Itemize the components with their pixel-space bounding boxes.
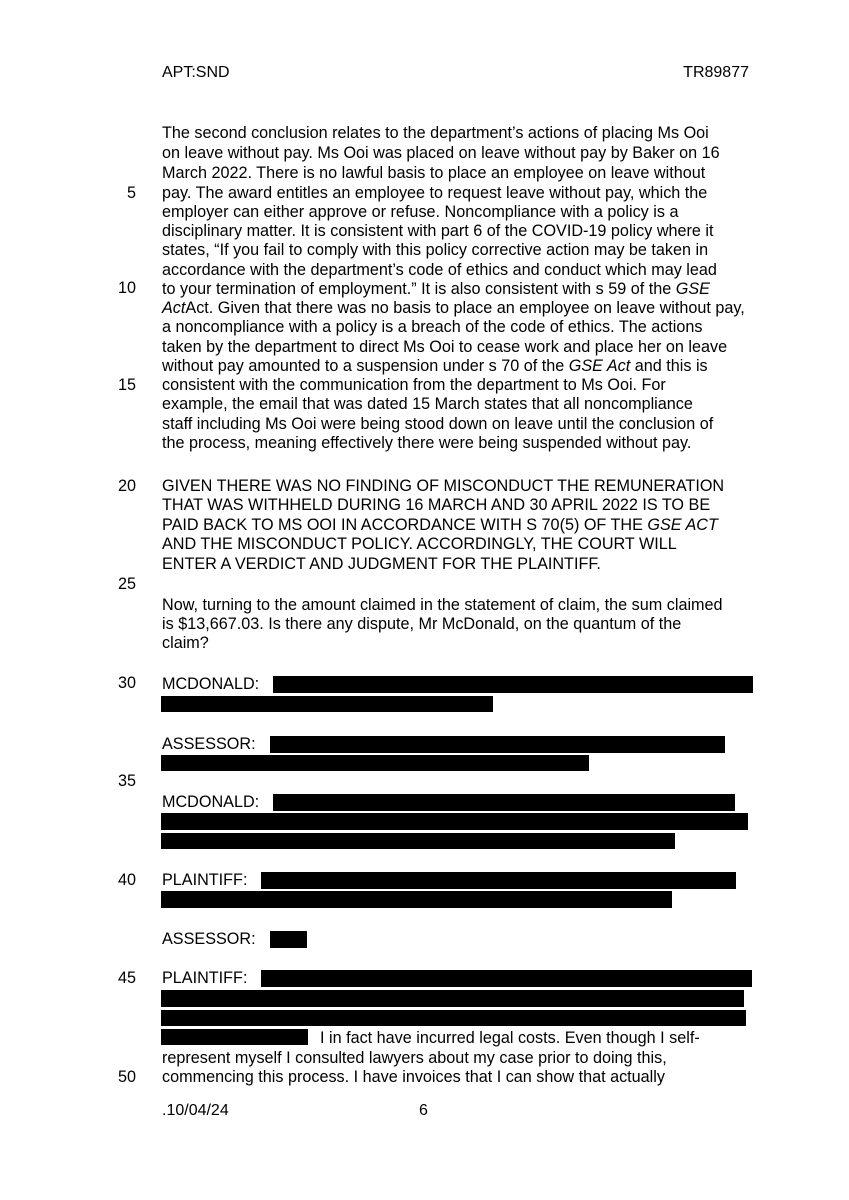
text-line: consistent with the communication from the department to Ms Ooi. For [162,376,666,394]
line-number: 5 [126,184,136,202]
line-number: 35 [117,772,136,790]
page-number: 6 [419,1102,428,1119]
text-line: pay. The award entitles an employee to request leave without pay, which the [162,184,708,202]
text-line: on leave without pay. Ms Ooi was placed on leave without pay by Baker on 16 [162,144,720,162]
line-number: 30 [117,674,136,692]
speaker-label: MCDONALD: [162,675,260,693]
redaction-bar [270,931,307,948]
redaction-bar [161,813,748,830]
text-line: to your termination of employment.” It is also consistent with s 59 of the GSE [162,280,710,298]
redaction-bar [161,990,744,1007]
redaction-bar [161,1029,308,1045]
text-line: ActAct. Given that there was no basis to place an employee on leave without pay, [162,299,745,317]
redaction-bar [161,755,589,771]
redaction-bar [261,970,752,987]
redaction-bar [161,833,675,849]
text-line: disciplinary matter. It is consistent with part 6 of the COVID-19 policy where it [162,222,714,240]
line-number: 50 [117,1068,136,1086]
line-number: 45 [117,969,136,987]
text-line: is $13,667.03. Is there any dispute, Mr McDonald, on the quantum of the [162,615,682,633]
text-line: states, “If you fail to comply with this policy corrective action may be taken in [162,241,709,259]
speaker-label: ASSESSOR: [162,735,256,753]
line-number: 40 [117,871,136,889]
line-number: 10 [117,279,136,297]
footer-date: .10/04/24 [162,1102,229,1119]
redaction-bar [161,891,672,908]
text-line: the process, meaning effectively there were being suspended without pay. [162,434,692,452]
redaction-bar [161,1010,746,1026]
text-line: commencing this process. I have invoices that I can show that actually [162,1068,665,1086]
text-line: a noncompliance with a policy is a breach of the code of ethics. The actions [162,318,703,336]
text-line: The second conclusion relates to the department’s actions of placing Ms Ooi [162,124,709,142]
text-line: example, the email that was dated 15 March states that all noncompliance [162,395,693,413]
text-line: THAT WAS WITHHELD DURING 16 MARCH AND 30 APRIL 2022 IS TO BE [162,496,711,514]
redaction-bar [161,696,493,712]
text-line: GIVEN THERE WAS NO FINDING OF MISCONDUCT THE REMUNERATION [162,477,725,495]
text-line: ENTER A VERDICT AND JUDGMENT FOR THE PLAINTIFF. [162,555,601,573]
header-left: APT:SND [162,64,230,81]
redaction-bar [273,676,753,693]
text-line: without pay amounted to a suspension under s 70 of the GSE Act and this is [162,357,708,375]
redaction-bar [270,736,725,753]
text-line: PAID BACK TO MS OOI IN ACCORDANCE WITH S 70(5) OF THE GSE ACT [162,516,718,534]
text-line: claim? [162,634,209,652]
redaction-bar [261,872,736,889]
line-number: 25 [117,575,136,593]
text-line: taken by the department to direct Ms Ooi to cease work and place her on leave [162,338,728,356]
text-line: I in fact have incurred legal costs. Even though I self- [320,1029,700,1047]
speaker-label: PLAINTIFF: [162,969,248,987]
text-line: AND THE MISCONDUCT POLICY. ACCORDINGLY, THE COURT WILL [162,535,677,553]
text-line: March 2022. There is no lawful basis to place an employee on leave without [162,164,706,182]
speaker-label: ASSESSOR: [162,930,256,948]
text-line: Now, turning to the amount claimed in the statement of claim, the sum claimed [162,596,723,614]
speaker-label: MCDONALD: [162,793,260,811]
speaker-label: PLAINTIFF: [162,871,248,889]
header-right: TR89877 [683,64,749,81]
text-line: staff including Ms Ooi were being stood down on leave until the conclusion of [162,415,714,433]
line-number: 20 [117,477,136,495]
text-line: employer can either approve or refuse. Noncompliance with a policy is a [162,203,679,221]
text-line: represent myself I consulted lawyers about my case prior to doing this, [162,1049,667,1067]
redaction-bar [273,794,735,811]
line-number: 15 [117,376,136,394]
text-line: accordance with the department’s code of ethics and conduct which may lead [162,261,717,279]
